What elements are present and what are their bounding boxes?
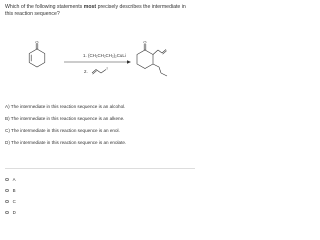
option-a[interactable] <box>5 174 105 185</box>
product-oxygen: O <box>143 40 147 45</box>
statement-list <box>5 104 197 152</box>
question-text <box>5 4 195 18</box>
radio-c[interactable] <box>5 200 9 204</box>
statement-a: A) The intermediate in this reaction sequence is an alcohol. <box>5 104 126 109</box>
option-b[interactable] <box>5 185 105 196</box>
option-d[interactable] <box>5 207 105 218</box>
step1-label: 1. <box>83 53 87 58</box>
statement-d: D) The intermediate in this reaction sequence is an enolate. <box>5 140 127 145</box>
question-suffix: precisely describes the intermediate in this reaction sequence? <box>5 4 186 17</box>
statement-b: B) The intermediate in this reaction sequence is an alkene. <box>5 116 125 121</box>
allyl-iodide-structure <box>92 70 106 75</box>
answer-options <box>5 174 105 218</box>
option-d-label: D <box>12 210 16 215</box>
step1-reagent: (CH₂CH₂CH₂)₂CuLi <box>88 53 126 58</box>
starting-material-structure <box>29 44 45 67</box>
option-c-label: C <box>12 199 16 204</box>
step2-iodine: I <box>106 65 108 71</box>
starting-material-oxygen: O <box>35 40 39 45</box>
option-a-label: A <box>12 177 16 182</box>
option-b-label: B <box>12 188 16 193</box>
product-structure <box>137 44 167 76</box>
statement-c: C) The intermediate in this reaction sequence is an enol. <box>5 128 120 133</box>
divider <box>5 168 195 169</box>
question-emphasis: most <box>83 4 97 10</box>
reaction-scheme <box>0 40 200 92</box>
step2-label: 2. <box>84 69 88 74</box>
question-prefix: Which of the following statements <box>5 4 84 10</box>
option-c[interactable] <box>5 196 105 207</box>
radio-b[interactable] <box>5 189 9 193</box>
reaction-arrow <box>64 60 131 64</box>
radio-d[interactable] <box>5 211 9 215</box>
radio-a[interactable] <box>5 178 9 182</box>
